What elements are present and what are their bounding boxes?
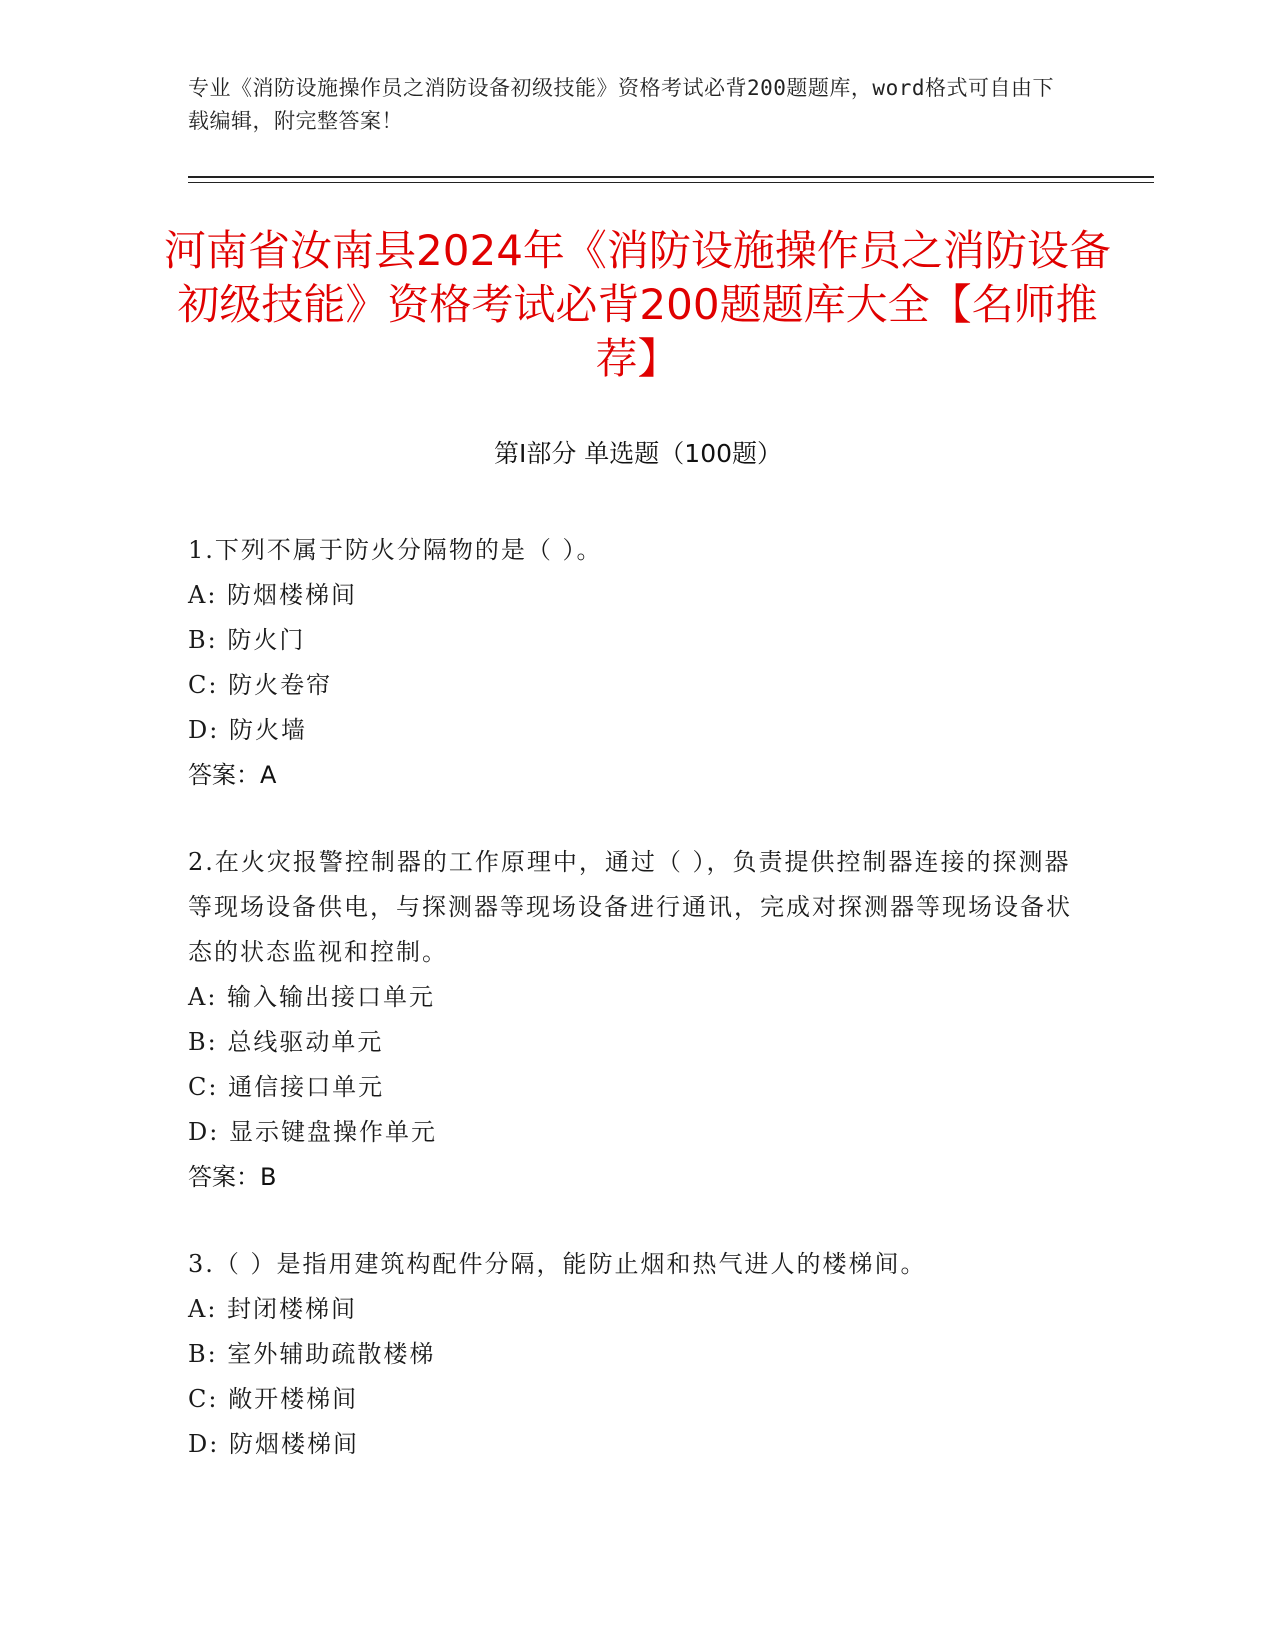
- option-c: C: 防火卷帘: [188, 671, 333, 699]
- option-b: B: 室外辅助疏散楼梯: [188, 1340, 436, 1368]
- option-d: D: 防烟楼梯间: [188, 1430, 359, 1458]
- question-3: [188, 1242, 1078, 1467]
- question-stem: 3.（ ）是指用建筑构配件分隔，能防止烟和热气进人的楼梯间。: [188, 1250, 927, 1278]
- option-c: C: 敞开楼梯间: [188, 1385, 359, 1413]
- option-b: B: 防火门: [188, 626, 306, 654]
- question-2: [188, 840, 1078, 1200]
- document-title: 河南省汝南县2024年《消防设施操作员之消防设备初级技能》资格考试必背200题题库大全【名师推荐】: [164, 226, 1111, 383]
- option-a: A: 封闭楼梯间: [188, 1295, 358, 1323]
- question-stem: 2.在火灾报警控制器的工作原理中，通过（ ），负责提供控制器连接的探测器等现场设备供电，与探测器等现场设备进行通讯，完成对探测器等现场设备状态的状态监视和控制。: [188, 848, 1072, 966]
- section-heading: 第I部分 单选题（100题）: [493, 439, 783, 468]
- question-list: [188, 528, 1078, 1509]
- answer-line: 答案：A: [188, 761, 277, 789]
- header-note: 专业《消防设施操作员之消防设备初级技能》资格考试必背200题题库，word格式可自由下载编辑，附完整答案！: [188, 76, 1054, 133]
- option-c: C: 通信接口单元: [188, 1073, 385, 1101]
- option-b: B: 总线驱动单元: [188, 1028, 384, 1056]
- option-d: D: 显示键盘操作单元: [188, 1118, 437, 1146]
- option-a: A: 防烟楼梯间: [188, 581, 358, 609]
- option-a: A: 输入输出接口单元: [188, 983, 436, 1011]
- header-divider-thick: [188, 176, 1154, 178]
- question-stem: 1.下列不属于防火分隔物的是（ ）。: [188, 536, 603, 564]
- header-divider-thin: [188, 182, 1154, 183]
- question-1: [188, 528, 1078, 798]
- option-d: D: 防火墙: [188, 716, 307, 744]
- answer-line: 答案：B: [188, 1163, 277, 1191]
